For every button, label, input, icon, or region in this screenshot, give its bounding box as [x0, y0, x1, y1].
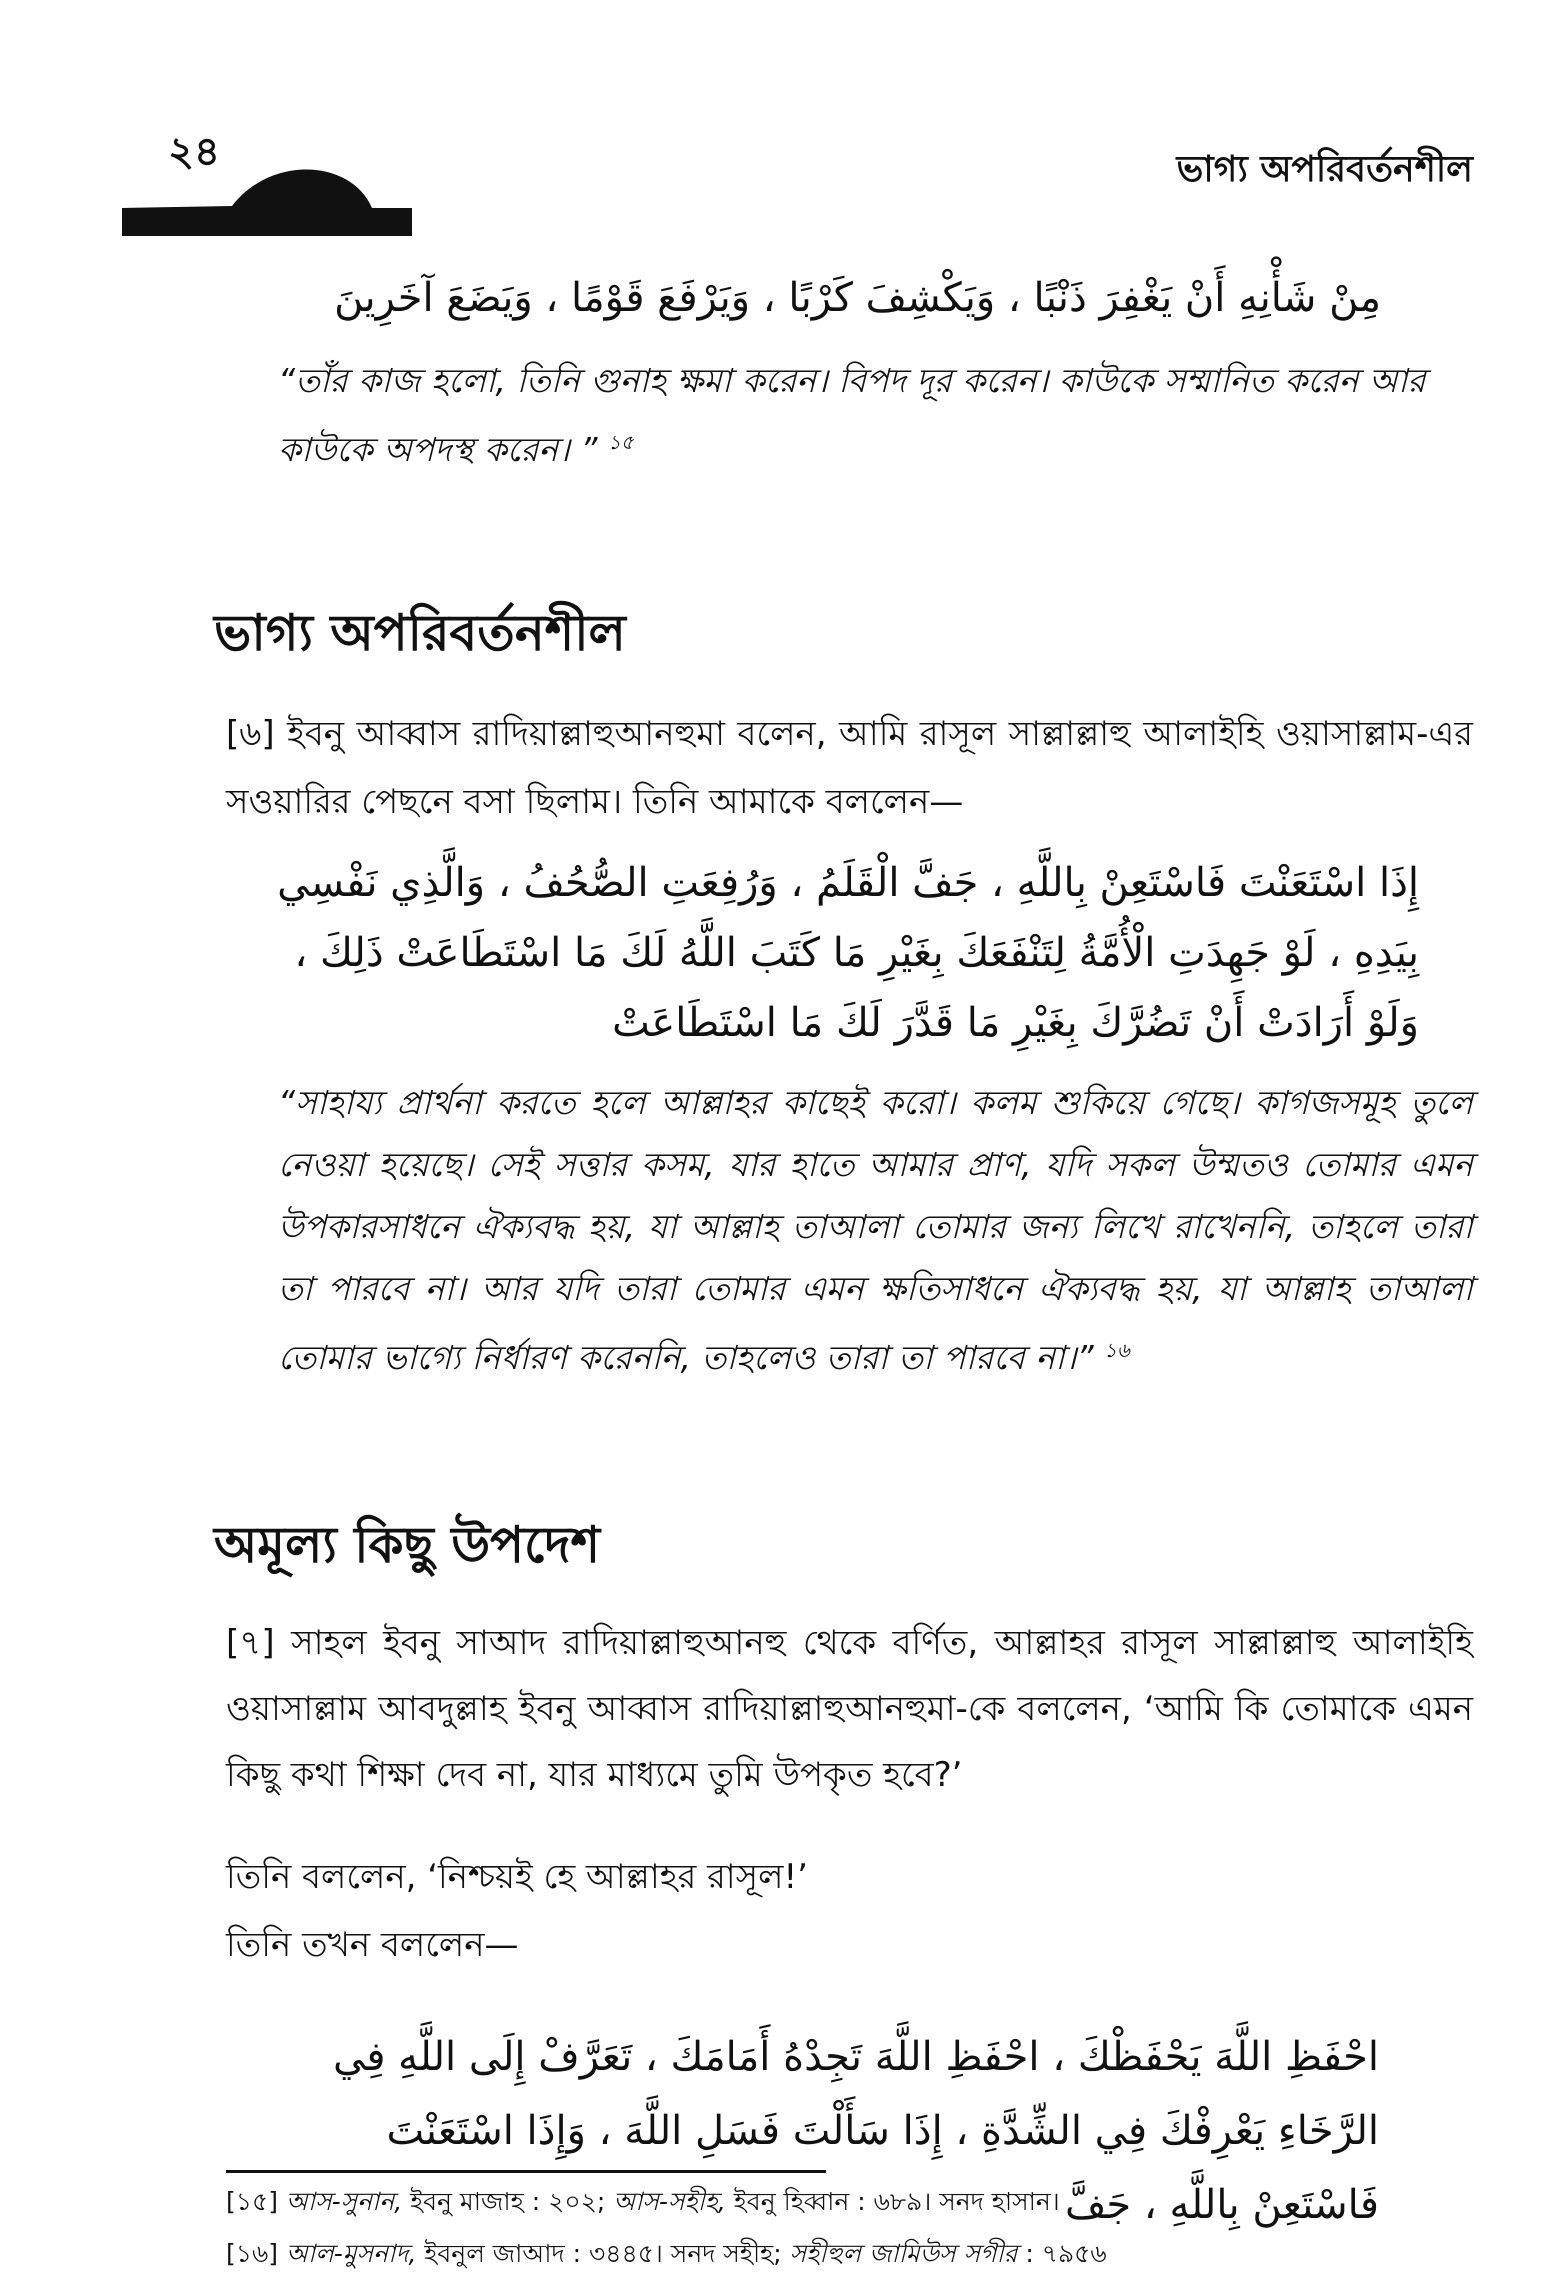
translation-1	[278, 350, 1467, 481]
footnote-marker: [১৬]	[226, 2239, 278, 2268]
footnote-ref-16[interactable]: ১৬	[1104, 1339, 1130, 1362]
footnote-text: ইবনুল জাআদ : ৩৪৪৫। সনদ সহীহ;	[416, 2239, 790, 2268]
section-heading-advice: অমূল্য কিছু উপদেশ	[214, 1516, 601, 1574]
footnote-15	[226, 2182, 1060, 2225]
translation-2	[278, 1072, 1473, 1389]
footnote-source: সহীহুল জামিউস সগীর	[789, 2239, 1018, 2268]
footnote-marker: [১৫]	[226, 2187, 278, 2216]
hadith-paragraph-6: [৬] ইবনু আব্বাস রাদিয়াল্লাহুআনহুমা বলেন, আমি রাসূল সাল্লাল্লাহু আলাইহি ওয়াসাল্লাম-এর সওয়ারির পেছনে বসা ছিলাম। তিনি আমাকে বললেন—	[226, 714, 1473, 822]
footnote-ref-15[interactable]: ১৫	[607, 431, 634, 454]
translation-1-text: “তাঁর কাজ হলো, তিনি গুনাহ ক্ষমা করেন। বিপদ দূর করেন। কাউকে সম্মানিত করেন আর কাউকে অপদস্থ করেন। ”	[278, 361, 1426, 469]
header-ornament	[122, 148, 412, 238]
arabic-quote-2: إِذَا اسْتَعَنْتَ فَاسْتَعِنْ بِاللَّهِ ، جَفَّ الْقَلَمُ ، وَرُفِعَتِ الصُّحُفُ ، وَالَّذِي نَفْسِي بِيَدِهِ ، لَوْ جَهِدَتِ الْأُمَّةُ لِتَنْفَعَكَ بِغَيْرِ مَا كَتَبَ اللَّهُ لَكَ مَا اسْتَطَاعَتْ ذَلِكَ ، وَلَوْ أَرَادَتْ أَنْ تَضُرَّكَ بِغَيْرِ مَا قَدَّرَ لَكَ مَا اسْتَطَاعَتْ	[277, 860, 1419, 1046]
section-heading-fate: ভাগ্য অপরিবর্তনশীল	[214, 604, 626, 662]
footnote-16	[226, 2234, 1107, 2277]
footnote-source: আস-সুনান,	[285, 2187, 403, 2216]
footnote-text: : ৭৯৫৬	[1017, 2239, 1107, 2268]
hadith-paragraph-7: [৭] সাহল ইবনু সাআদ রাদিয়াল্লাহুআনহু থেকে বর্ণিত, আল্লাহর রাসূল সাল্লাল্লাহু আলাইহি ওয়াসাল্লাম আবদুল্লাহ ইবনু আব্বাস রাদিয়াল্লাহুআনহুমা-কে বললেন, ‘আমি কি তোমাকে এমন কিছু কথা শিক্ষা দেব না, যার মাধ্যমে তুমি উপকৃত হবে?’	[226, 1623, 1473, 1795]
arabic-quote-1: مِنْ شَأْنِهِ أَنْ يَغْفِرَ ذَنْبًا ، وَيَكْشِفَ كَرْبًا ، وَيَرْفَعَ قَوْمًا ، وَيَضَعَ آخَرِينَ	[334, 275, 1381, 321]
running-header-title: ভাগ্য অপরিবর্তনশীল	[1176, 149, 1473, 190]
footnote-source: আস-সহীহ,	[613, 2187, 726, 2216]
page-number: ২৪	[168, 129, 220, 175]
footnote-source: আল-মুসনাদ,	[285, 2239, 417, 2268]
footnote-separator	[226, 2170, 826, 2173]
arabic-quote-3: احْفَظِ اللَّهَ يَحْفَظْكَ ، احْفَظِ اللَّهَ تَجِدْهُ أَمَامَكَ ، تَعَرَّفْ إِلَى اللَّهِ فِي الرَّخَاءِ يَعْرِفْكَ فِي الشِّدَّةِ ، إِذَا سَأَلْتَ فَسَلِ اللَّهَ ، وَإِذَا اسْتَعَنْتَ فَاسْتَعِنْ بِاللَّهِ ، جَفَّ	[333, 2034, 1379, 2228]
then-he-said-line: তিনি তখন বললেন—	[226, 1925, 519, 1965]
reply-line: তিনি বললেন, ‘নিশ্চয়ই হে আল্লাহর রাসূল!’	[226, 1857, 808, 1897]
translation-2-text: “সাহায্য প্রার্থনা করতে হলে আল্লাহর কাছেই করো। কলম শুকিয়ে গেছে। কাগজসমূহ তুলে নেওয়া হয়েছে। সেই সত্তার কসম, যার হাতে আমার প্রাণ, যদি সকল উম্মতও তোমার এমন উপকারসাধনে ঐক্যবদ্ধ হয়, যা আল্লাহ তাআলা তোমার জন্য লিখে রাখেননি, তাহলে তারা তা পারবে না। আর যদি তারা তোমার এমন ক্ষতিসাধনে ঐক্যবদ্ধ হয়, যা আল্লাহ তাআলা তোমার ভাগ্যে নির্ধারণ করেননি, তাহলেও তারা তা পারবে না।”	[278, 1083, 1473, 1377]
footnote-text: ইবনু মাজাহ : ২০২;	[402, 2187, 614, 2216]
footnote-text: ইবনু হিব্বান : ৬৮৯। সনদ হাসান।	[725, 2187, 1060, 2216]
